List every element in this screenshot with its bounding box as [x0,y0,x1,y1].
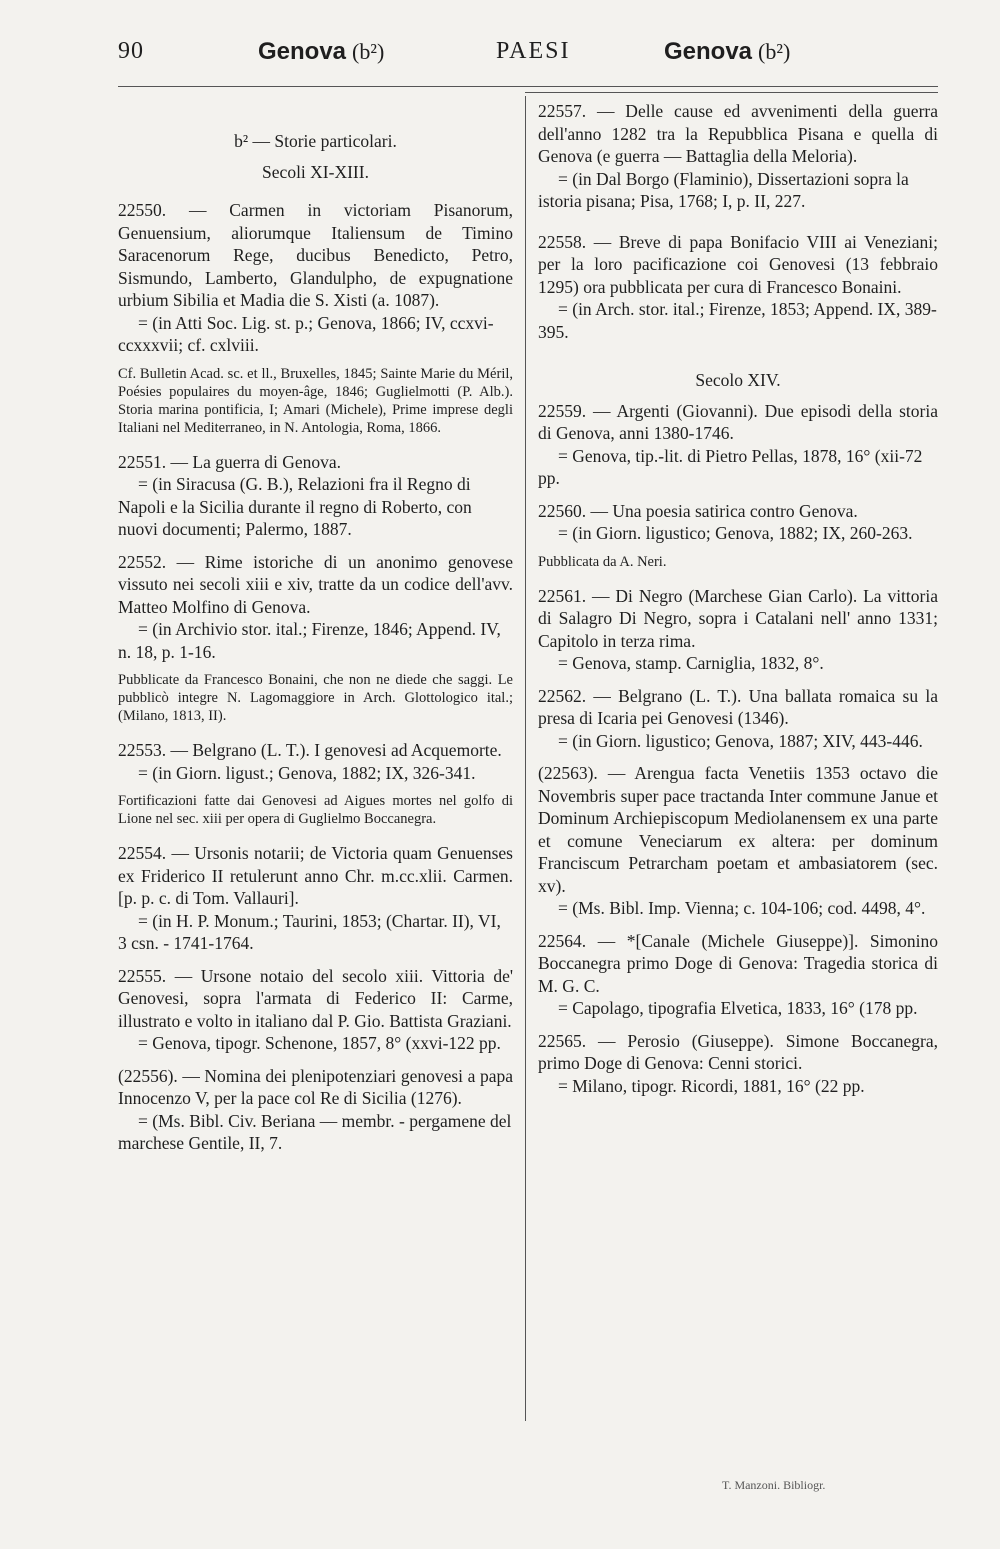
entry-imprint: = (in Giorn. ligustico; Genova, 1887; XIV, 443-446. [558,730,923,751]
entry-imprint: = Milano, tipogr. Ricordi, 1881, 16° (22 pp. [558,1075,865,1096]
entry-text: 22552. — Rime istoriche di un anonimo genovese vissuto nei secoli xiii e xiv, tratte da un codice dell'avv. Matteo Molfino di Genova. [118,551,513,617]
header-rule [118,86,938,87]
entry-text: 22557. — Delle cause ed avvenimenti della guerra dell'anno 1282 tra la Repubblica Pisana e quella di Genova (e guerra — Battaglia della Meloria). [538,101,938,166]
entry-text: 22553. — Belgrano (L. T.). I genovesi ad Acquemorte. [118,740,502,760]
entry-text: 22551. — La guerra di Genova. [118,451,342,472]
entry-22556 [118,1065,513,1155]
entry-imprint: = Genova, tipogr. Schenone, 1857, 8° (xxvi-122 pp. [138,1033,501,1053]
entry-imprint: = (Ms. Bibl. Imp. Vienna; c. 104-106; cod. 4498, 4°. [558,898,926,918]
entry-text: 22558. — Breve di papa Bonifacio VIII ai Veneziani; per la loro pacificazione coi Genovesi (13 febbraio 1295) ora pubblicata per cura di Francesco Bonaini. [538,231,938,297]
entry-text: 22561. — Di Negro (Marchese Gian Carlo). La vittoria di Salagro Di Negro, sopra i Catalani nell' anno 1331; Capitolo in terza rima. [538,585,938,651]
entry-imprint: = (in Arch. stor. ital.; Firenze, 1853; Append. IX, 389-395. [538,299,937,342]
entry-22557 [538,100,938,213]
entry-imprint: = Capolago, tipografia Elvetica, 1833, 16° (178 pp. [558,998,918,1018]
entry-22554 [118,842,513,955]
header-left-sup: (b²) [352,39,385,64]
entry-text: 22555. — Ursone notaio del secolo xiii. Vittoria de' Genovesi, sopra l'armata di Federico II: Carme, illustrato e volto in italiano dal P. Gio. Battista Graziani. [118,965,513,1031]
entry-text: 22550. — Carmen in victoriam Pisanorum, Genuensium, aliorumque Italiensum de Timino Saracenorum Rege, ducibus Benedicto, Petro, Sismundo, Lamberto, Glandulpho, de expugnatione urbium Sibilia et Madia die S. Xisti (a. 1087). [118,200,513,310]
entry-imprint: = (in Giorn. ligust.; Genova, 1882; IX, 326-341. [138,762,476,783]
entry-22562 [538,685,938,753]
entry-22555 [118,965,513,1055]
entry-text: 22559. — Argenti (Giovanni). Due episodi della storia di Genova, anni 1380-1746. [538,400,938,443]
running-header [0,38,1000,78]
column-divider [525,96,526,1421]
entry-note: Fortificazioni fatte dai Genovesi ad Aigues mortes nel golfo di Lione nel sec. xiii per opera di Guglielmo Boccanegra. [118,793,513,827]
header-center: PAESI [496,38,571,64]
header-left-title [258,38,384,66]
entry-22558 [538,231,938,344]
entry-text: 22560. — Una poesia satirica contro Genova. [538,500,858,521]
left-column [118,100,513,1165]
header-left-title-text: Genova [258,38,347,65]
entry-imprint: = Genova, stamp. Carniglia, 1832, 8°. [558,653,824,673]
entry-22565 [538,1030,938,1098]
entry-22559 [538,400,938,490]
entry-text: (22556). — Nomina dei plenipotenziari genovesi a papa Innocenzo V, per la pace col Re di Sicilia (1276). [118,1065,513,1108]
entry-imprint: = (in Archivio stor. ital.; Firenze, 1846; Append. IV, n. 18, p. 1-16. [118,619,501,662]
header-right-title-text: Genova [664,38,753,65]
header-right-title [664,38,790,66]
entry-text: 22564. — *[Canale (Michele Giuseppe)]. Simonino Boccanegra primo Doge di Genova: Tragedia storica di M. G. C. [538,930,938,996]
entry-text: 22562. — Belgrano (L. T.). Una ballata romaica su la presa di Icaria pei Genovesi (1346). [538,685,938,728]
entry-imprint: = (in Giorn. ligustico; Genova, 1882; IX, 260-263. [558,523,913,543]
entry-text: (22563). — Arengua facta Venetiis 1353 octavo die Novembris super pace tractanda Inter commune Janue et Dominum Archiepiscopum Mediolanensem ex una parte et comune Veneciarum ex altera: per dominum Franciscum Petrarcham poetam et ambasiatorem (sec. xv). [538,763,938,896]
footer-signature: T. Manzoni. Bibliogr. [722,1478,826,1492]
entry-imprint: = (in Siracusa (G. B.), Relazioni fra il Regno di Napoli e la Sicilia durante il regno di Roberto, con nuovi documenti; Palermo, 1887. [118,474,472,539]
entry-22563 [538,762,938,920]
entry-note: Cf. Bulletin Acad. sc. et ll., Bruxelles, 1845; Sainte Marie du Méril, Poésies populaires du moyen-âge, 1846; Guglielmotti (P. Alb.). Storia marina pontificia, I; Amari (Michele), Prime imprese degli Italiani nel Mediterraneo, in N. Antologia, Roma, 1866. [118,365,513,436]
entry-text: 22565. — Perosio (Giuseppe). Simone Boccanegra, primo Doge di Genova: Cenni storici. [538,1030,938,1073]
entry-22553 [118,739,513,828]
entry-text: 22554. — Ursonis notarii; de Victoria quam Genuenses ex Friderico II retulerunt anno Chr. m.cc.xlii. Carmen. [p. p. c. di Tom. Vallauri]. [118,843,513,908]
entry-22564 [538,930,938,1020]
entry-22552 [118,551,513,726]
section-title: b² — Storie particolari. [234,131,397,151]
entry-imprint: = Genova, tip.-lit. di Pietro Pellas, 1878, 16° (xii-72 pp. [538,445,923,488]
entry-22551 [118,451,513,541]
right-column [538,100,938,1107]
entry-imprint: = (Ms. Bibl. Civ. Beriana — membr. - pergamene del marchese Gentile, II, 7. [118,1110,512,1153]
entry-note: Pubblicata da A. Neri. [538,553,667,570]
entry-note: Pubblicate da Francesco Bonaini, che non ne diede che saggi. Le pubblicò integre N. Lagomaggiore in Arch. Glottologico ital.; (Milano, 1813, II). [118,672,513,724]
entry-22560 [538,500,938,571]
page-number: 90 [118,38,144,64]
entry-22550 [118,199,513,437]
entry-imprint: = (in H. P. Monum.; Taurini, 1853; (Chartar. II), VI, 3 csn. - 1741-1764. [118,910,501,953]
entry-imprint: = (in Dal Borgo (Flaminio), Dissertazioni sopra la istoria pisana; Pisa, 1768; I, p. II, 227. [538,168,909,211]
section-subtitle-centuries: Secoli XI-XIII. [262,161,369,182]
section-subtitle-century: Secolo XIV. [695,370,781,390]
header-rule-double [525,92,938,93]
header-right-sup: (b²) [758,39,791,64]
entry-22561 [538,585,938,675]
entry-imprint: = (in Atti Soc. Lig. st. p.; Genova, 1866; IV, ccxvi-ccxxxvii; cf. cxlviii. [118,312,494,355]
